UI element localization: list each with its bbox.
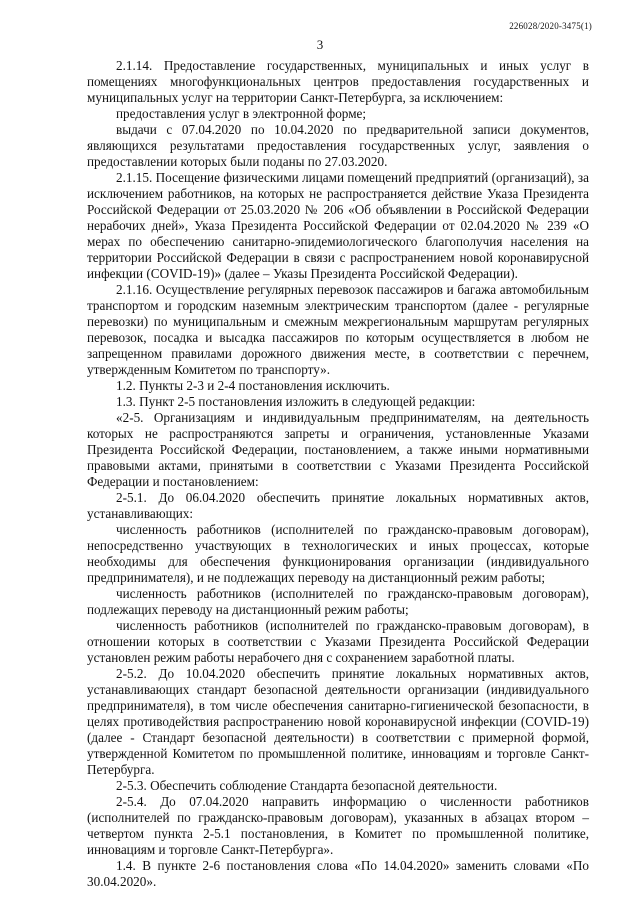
paragraph-document-issuance: выдачи с 07.04.2020 по 10.04.2020 по предварительной записи документов, являющихся результатами предоставления государственных услуг, заявления о предоставлении которых были поданы по 27.03.2020. [87, 122, 589, 169]
paragraph-2-5-3: 2-5.3. Обеспечить соблюдение Стандарта безопасной деятельности. [116, 778, 498, 793]
paragraph-2-1-15: 2.1.15. Посещение физическими лицами помещений предприятий (организаций), за исключением работников, на которых не распространяется действие Указа Президента Российской Федерации от 25.03.2020 № 206 «Об объявлении в Российской Федерации нерабочих дней», Указа Президента Российской Федерации от 02.04.2020 № 239 «О мерах по обеспечению санитарно-эпидемиологического благополучия населения на территории Российской Федерации в связи с распространением новой коронавирусной инфекции (COVID-19)» (далее – Указы Президента Российской Федерации). [87, 170, 589, 281]
paragraph-1-2: 1.2. Пункты 2-3 и 2-4 постановления исключить. [116, 378, 390, 393]
paragraph-2-1-16: 2.1.16. Осуществление регулярных перевозок пассажиров и багажа автомобильным транспортом и городским наземным электрическим транспортом (далее - регулярные перевозки) по муниципальным и смежным межрегиональным маршрутам регулярных перевозок, посадка и высадка пассажиров по которым осуществляется в любом не запрещенном правилами дорожного движения месте, в соответствии с перечнем, утвержденным Комитетом по транспорту». [87, 282, 589, 377]
paragraph-electronic-services: предоставления услуг в электронной форме; [116, 106, 367, 121]
paragraph-2-5-4: 2-5.4. До 07.04.2020 направить информацию о численности работников (исполнителей по гражданско-правовым договорам), указанных в абзацах втором – четвертом пункта 2-5.1 постановления, в Комитет по промышленной политике, инновациям и торговле Санкт-Петербурга». [87, 794, 589, 857]
paragraph-2-5-1: 2-5.1. До 06.04.2020 обеспечить принятие локальных нормативных актов, устанавливающих: [87, 490, 589, 521]
paragraph-workers-nonworking: численность работников (исполнителей по гражданско-правовым договорам), в отношении которых в соответствии с Указами Президента Российской Федерации установлен режим работы нерабочего дня с сохранением заработной платы. [87, 618, 589, 665]
paragraph-2-5-2: 2-5.2. До 10.04.2020 обеспечить принятие локальных нормативных актов, устанавливающих стандарт безопасной деятельности организации (индивидуального предпринимателя), в том числе обеспечения санитарно-гигиенической безопасности, в целях противодействия распространению новой коронавирусной инфекции (COVID-19) (далее - Стандарт безопасной деятельности) в соответствии с примерной формой, утвержденной Комитетом по промышленной политике, инновациям и торговле Санкт-Петербурга. [87, 666, 589, 777]
page-number: 3 [316, 37, 324, 52]
document-body [87, 58, 589, 890]
paragraph-1-3: 1.3. Пункт 2-5 постановления изложить в следующей редакции: [116, 394, 476, 409]
paragraph-1-4: 1.4. В пункте 2-6 постановления слова «По 14.04.2020» заменить словами «По 30.04.2020». [87, 858, 589, 889]
paragraph-2-1-14: 2.1.14. Предоставление государственных, муниципальных и иных услуг в помещениях многофункциональных центров предоставления государственных и муниципальных услуг на территории Санкт-Петербурга, за исключением: [87, 58, 589, 105]
paragraph-workers-onsite: численность работников (исполнителей по гражданско-правовым договорам), непосредственно участвующих в технологических и иных процессах, которые необходимы для обеспечения функционирования организации (индивидуального предпринимателя), и не подлежащих переводу на дистанционный режим работы; [87, 522, 589, 585]
paragraph-workers-remote: численность работников (исполнителей по гражданско-правовым договорам), подлежащих переводу на дистанционный режим работы; [87, 586, 589, 617]
paragraph-2-5: «2-5. Организациям и индивидуальным предпринимателям, на деятельность которых не распространяются запреты и ограничения, установленные Указами Президента Российской Федерации, постановлением, а также иными нормативными правовыми актами, принятыми в соответствии с Указами Президента Российской Федерации и постановлением: [87, 410, 589, 489]
document-registration-number: 226028/2020-3475(1) [509, 21, 592, 31]
